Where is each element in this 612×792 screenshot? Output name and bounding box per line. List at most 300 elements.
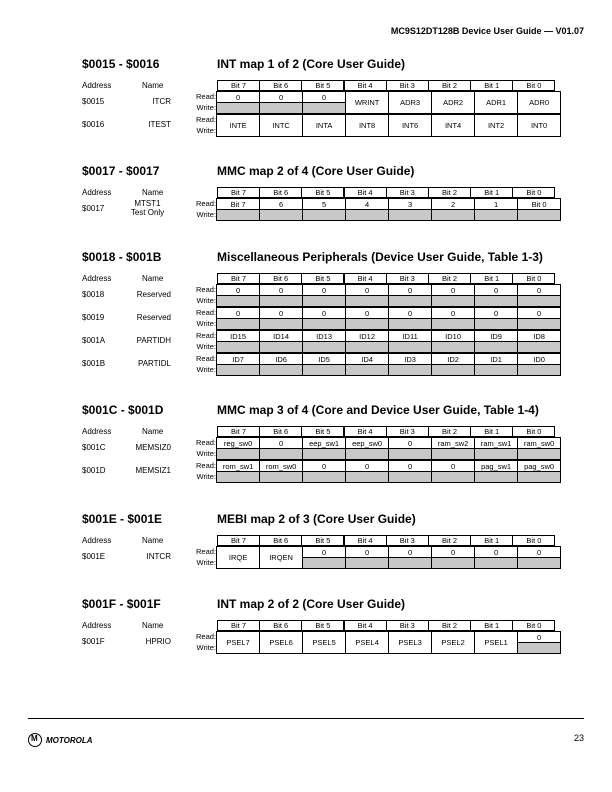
bit-column-header: Bit 3 (386, 620, 429, 631)
register-bit-cell: ID2 (431, 353, 475, 365)
register-name (124, 97, 171, 106)
bit-column-header: Bit 6 (259, 273, 302, 284)
section-title (82, 249, 562, 265)
register-bit-cell: 5 (302, 198, 346, 210)
bit-column-header: Bit 7 (217, 535, 260, 546)
bit-column-header: Bit 0 (512, 426, 555, 437)
register-name (124, 313, 171, 322)
register-write-cell (517, 318, 561, 330)
bit-column-header: Bit 7 (217, 273, 260, 284)
write-label: Write: (196, 472, 216, 481)
register-write-cell (345, 471, 389, 483)
register-bit-grid (217, 91, 561, 113)
register-bit-cell: 0 (431, 307, 475, 319)
register-bit-grid (217, 330, 561, 352)
register-bit-cell: INTE (216, 114, 260, 137)
register-bit-cell: PSEL6 (259, 631, 303, 654)
register-name (124, 552, 171, 561)
register-bit-cell: 0 (388, 307, 432, 319)
read-label: Read: (195, 632, 216, 641)
register-write-cell (259, 341, 303, 353)
register-address: $0018 (82, 290, 105, 299)
register-write-cell (259, 318, 303, 330)
register-section (82, 596, 562, 654)
register-write-cell (517, 448, 561, 460)
section-description: INT map 1 of 2 (Core User Guide) (217, 57, 406, 71)
register-write-cell (345, 364, 389, 376)
bit-column-header: Bit 5 (301, 620, 344, 631)
register-bit-cell: reg_sw0 (216, 437, 260, 449)
register-bit-cell: ram_sw2 (431, 437, 475, 449)
register-bit-cell: 0 (259, 91, 303, 103)
register-bit-cell: ADR3 (388, 91, 432, 114)
bit-column-header: Bit 4 (344, 80, 387, 91)
read-write-labels (185, 284, 216, 306)
register-bit-cell: ID3 (388, 353, 432, 365)
register-write-cell (302, 557, 346, 569)
register-bit-cell: ID7 (216, 353, 260, 365)
section-title (82, 402, 562, 418)
register-name (124, 199, 171, 217)
register-section (82, 56, 562, 137)
register-write-cell (388, 448, 432, 460)
read-label: Read: (195, 285, 216, 294)
section-title (82, 511, 562, 527)
register-write-cell (431, 341, 475, 353)
bit-column-header: Bit 6 (259, 187, 302, 198)
register-table (82, 535, 562, 569)
register-bit-cell: eep_sw1 (302, 437, 346, 449)
register-write-cell (474, 341, 518, 353)
bit-column-header: Bit 1 (470, 620, 513, 631)
register-write-cell (474, 471, 518, 483)
register-write-cell (474, 364, 518, 376)
register-write-cell (345, 341, 389, 353)
register-bit-cell: 0 (388, 546, 432, 558)
register-bit-cell: ID15 (216, 330, 260, 342)
bit-column-header: Bit 5 (301, 80, 344, 91)
name-column-header: Name (142, 81, 164, 90)
register-write-cell (474, 557, 518, 569)
register-name (124, 120, 171, 129)
register-write-cell (345, 318, 389, 330)
register-bit-grid (217, 546, 561, 568)
register-write-cell (474, 448, 518, 460)
register-write-cell (388, 295, 432, 307)
write-label: Write: (196, 449, 216, 458)
register-bit-cell: 0 (431, 284, 475, 296)
read-write-labels (185, 114, 216, 136)
address-column-header: Address (82, 536, 112, 545)
register-name-line: MEMSIZ1 (135, 466, 171, 475)
register-section (82, 402, 562, 483)
section-description: INT map 2 of 2 (Core User Guide) (217, 597, 406, 611)
register-bit-cell: ID14 (259, 330, 303, 342)
register-bit-grid (217, 437, 561, 459)
register-bit-cell: 0 (302, 460, 346, 472)
read-label: Read: (195, 438, 216, 447)
register-write-cell (216, 448, 260, 460)
bit-column-header: Bit 2 (428, 620, 471, 631)
page-number: 23 (573, 733, 584, 743)
register-bit-cell: ID0 (517, 353, 561, 365)
register-bit-cell: WRINT (345, 91, 389, 114)
register-bit-cell: ID9 (474, 330, 518, 342)
bit-column-header: Bit 0 (512, 535, 555, 546)
section-address-range: $0017 - $0017 (82, 164, 160, 178)
register-bit-cell: 0 (388, 284, 432, 296)
read-write-labels (185, 437, 216, 459)
bit-column-header: Bit 5 (301, 426, 344, 437)
read-label: Read: (195, 115, 216, 124)
bit-column-header: Bit 6 (259, 535, 302, 546)
register-write-cell (474, 295, 518, 307)
register-write-cell (302, 318, 346, 330)
register-address: $001B (82, 359, 106, 368)
section-title (82, 596, 562, 612)
register-bit-cell: pag_sw1 (474, 460, 518, 472)
register-write-cell (302, 471, 346, 483)
name-column-header: Name (142, 621, 164, 630)
register-write-cell (216, 209, 260, 221)
register-bit-cell: IRQEN (259, 546, 303, 569)
register-write-cell (259, 364, 303, 376)
register-row (82, 284, 562, 307)
address-column-header: Address (82, 188, 112, 197)
register-bit-cell: 0 (259, 437, 303, 449)
register-write-cell (388, 209, 432, 221)
register-bit-cell: 0 (431, 546, 475, 558)
section-address-range: $001C - $001D (82, 403, 164, 417)
register-bit-cell: ram_sw1 (474, 437, 518, 449)
register-row (82, 353, 562, 376)
register-bit-cell: ID1 (474, 353, 518, 365)
write-label: Write: (196, 342, 216, 351)
register-bit-cell: 0 (302, 284, 346, 296)
table-header-row (82, 187, 562, 198)
register-write-cell (345, 557, 389, 569)
register-bit-cell: INTC (259, 114, 303, 137)
section-description: Miscellaneous Peripherals (Device User Guide, Table 1-3) (217, 250, 543, 264)
register-bit-cell: INT0 (517, 114, 561, 137)
register-write-cell (345, 448, 389, 460)
name-column-header: Name (142, 427, 164, 436)
footer-divider (28, 718, 584, 719)
bit-column-header: Bit 0 (512, 80, 555, 91)
bit-column-header: Bit 2 (428, 80, 471, 91)
table-header-row (82, 620, 562, 631)
write-label: Write: (196, 296, 216, 305)
register-write-cell (431, 471, 475, 483)
register-write-cell (259, 471, 303, 483)
table-header-row (82, 535, 562, 546)
register-bit-cell: INT2 (474, 114, 518, 137)
section-title (82, 56, 562, 72)
register-bit-cell: PSEL1 (474, 631, 518, 654)
register-write-cell (216, 318, 260, 330)
register-write-cell (259, 295, 303, 307)
bit-column-header: Bit 4 (344, 187, 387, 198)
register-bit-cell: ADR0 (517, 91, 561, 114)
register-write-cell (388, 364, 432, 376)
section-address-range: $001E - $001E (82, 512, 163, 526)
register-bit-cell: 0 (345, 460, 389, 472)
register-name (124, 637, 171, 646)
register-table (82, 273, 562, 376)
register-write-cell (517, 557, 561, 569)
register-write-cell (474, 209, 518, 221)
write-label: Write: (196, 643, 216, 652)
register-write-cell (259, 102, 303, 114)
bit-column-header: Bit 7 (217, 187, 260, 198)
read-write-labels (185, 353, 216, 375)
register-bit-cell: rom_sw1 (216, 460, 260, 472)
register-address: $001E (82, 552, 106, 561)
table-header-row (82, 426, 562, 437)
register-bit-cell: ID5 (302, 353, 346, 365)
register-write-cell (259, 209, 303, 221)
register-bit-cell: 0 (216, 91, 260, 103)
register-bit-cell: 2 (431, 198, 475, 210)
read-write-labels (185, 91, 216, 113)
register-bit-cell: 0 (216, 284, 260, 296)
register-write-cell (431, 448, 475, 460)
register-bit-cell: ID11 (388, 330, 432, 342)
read-label: Read: (195, 461, 216, 470)
register-table (82, 426, 562, 483)
register-bit-cell: 0 (431, 460, 475, 472)
register-section (82, 249, 562, 376)
register-bit-cell: PSEL3 (388, 631, 432, 654)
register-write-cell (302, 448, 346, 460)
bit-column-header: Bit 3 (386, 426, 429, 437)
register-table (82, 620, 562, 654)
register-bit-cell: rom_sw0 (259, 460, 303, 472)
bit-column-header: Bit 7 (217, 80, 260, 91)
bit-column-header: Bit 3 (386, 273, 429, 284)
bit-column-header: Bit 3 (386, 535, 429, 546)
bit-column-header: Bit 2 (428, 535, 471, 546)
register-bit-grid (217, 353, 561, 375)
read-label: Read: (195, 331, 216, 340)
address-column-header: Address (82, 274, 112, 283)
bit-column-header: Bit 4 (344, 426, 387, 437)
register-address: $001C (82, 443, 106, 452)
register-bit-cell: Bit 0 (517, 198, 561, 210)
register-name-line: INTCR (146, 552, 171, 561)
section-address-range: $001F - $001F (82, 597, 161, 611)
read-label: Read: (195, 354, 216, 363)
write-label: Write: (196, 365, 216, 374)
register-write-cell (431, 295, 475, 307)
bit-column-header: Bit 3 (386, 187, 429, 198)
register-bit-cell: 0 (345, 307, 389, 319)
register-address: $0017 (82, 204, 105, 213)
bit-column-header: Bit 0 (512, 187, 555, 198)
register-bit-cell: 3 (388, 198, 432, 210)
register-bit-cell: ID12 (345, 330, 389, 342)
register-address: $0019 (82, 313, 105, 322)
register-write-cell (388, 557, 432, 569)
read-write-labels (185, 307, 216, 329)
bit-column-header: Bit 2 (428, 273, 471, 284)
register-bit-cell: ID13 (302, 330, 346, 342)
register-bit-cell: 0 (388, 460, 432, 472)
register-bit-cell: 0 (302, 91, 346, 103)
bit-column-header: Bit 2 (428, 426, 471, 437)
register-address: $0015 (82, 97, 105, 106)
register-address: $001A (82, 336, 106, 345)
register-bit-cell: 0 (345, 284, 389, 296)
register-bit-cell: 0 (216, 307, 260, 319)
register-write-cell (517, 642, 561, 654)
register-bit-cell: 1 (474, 198, 518, 210)
register-bit-cell: Bit 7 (216, 198, 260, 210)
write-label: Write: (196, 126, 216, 135)
footer-logo-text: MOTOROLA (46, 735, 93, 745)
bit-column-header: Bit 5 (301, 187, 344, 198)
bit-column-header: Bit 5 (301, 535, 344, 546)
register-name-line: PARTIDH (136, 336, 171, 345)
register-row (82, 631, 562, 654)
register-name (124, 336, 171, 345)
register-name-line: MTST1 (134, 199, 161, 208)
register-name-line: Reserved (136, 313, 171, 322)
bit-column-header: Bit 4 (344, 535, 387, 546)
bit-column-header: Bit 7 (217, 620, 260, 631)
register-table (82, 80, 562, 137)
register-bit-cell: 0 (517, 546, 561, 558)
register-write-cell (259, 448, 303, 460)
register-write-cell (216, 364, 260, 376)
bit-column-header: Bit 1 (470, 535, 513, 546)
register-write-cell (388, 341, 432, 353)
register-write-cell (517, 295, 561, 307)
register-name-note: Test Only (130, 208, 165, 217)
register-bit-cell: pag_sw0 (517, 460, 561, 472)
register-section (82, 511, 562, 569)
register-name-line: ITEST (148, 120, 171, 129)
bit-column-header: Bit 4 (344, 620, 387, 631)
bit-column-header: Bit 1 (470, 426, 513, 437)
register-bit-grid (217, 460, 561, 482)
register-name (124, 466, 171, 475)
register-bit-cell: INT6 (388, 114, 432, 137)
name-column-header: Name (142, 536, 164, 545)
register-write-cell (302, 295, 346, 307)
register-bit-cell: ADR1 (474, 91, 518, 114)
bit-column-header: Bit 6 (259, 620, 302, 631)
register-name (124, 443, 171, 452)
write-label: Write: (196, 319, 216, 328)
register-row (82, 91, 562, 114)
register-write-cell (302, 341, 346, 353)
register-write-cell (216, 295, 260, 307)
register-write-cell (517, 364, 561, 376)
register-write-cell (388, 318, 432, 330)
register-row (82, 437, 562, 460)
register-bit-cell: 0 (474, 307, 518, 319)
register-bit-cell: 0 (474, 546, 518, 558)
register-write-cell (302, 364, 346, 376)
read-label: Read: (195, 199, 216, 208)
register-row (82, 546, 562, 569)
table-header-row (82, 80, 562, 91)
page-header: MC9S12DT128B Device User Guide — V01.07 (390, 26, 584, 36)
register-write-cell (216, 471, 260, 483)
register-bit-grid (217, 114, 561, 136)
register-name (124, 290, 171, 299)
footer-logo (28, 733, 93, 747)
register-name-line: Reserved (136, 290, 171, 299)
register-bit-cell: 0 (388, 437, 432, 449)
bit-column-header: Bit 7 (217, 426, 260, 437)
register-bit-cell: INT8 (345, 114, 389, 137)
register-bit-cell: INTA (302, 114, 346, 137)
register-write-cell (474, 318, 518, 330)
register-write-cell (302, 102, 346, 114)
register-address: $0016 (82, 120, 105, 129)
register-bit-cell: 0 (517, 307, 561, 319)
bit-column-header: Bit 2 (428, 187, 471, 198)
read-write-labels (185, 546, 216, 568)
section-description: MMC map 3 of 4 (Core and Device User Guide, Table 1-4) (217, 403, 539, 417)
read-label: Read: (195, 92, 216, 101)
register-write-cell (345, 209, 389, 221)
register-write-cell (517, 209, 561, 221)
register-row (82, 460, 562, 483)
register-bit-cell: ID8 (517, 330, 561, 342)
bit-column-header: Bit 1 (470, 273, 513, 284)
register-bit-cell: 4 (345, 198, 389, 210)
section-description: MEBI map 2 of 3 (Core User Guide) (217, 512, 416, 526)
register-bit-grid (217, 284, 561, 306)
write-label: Write: (196, 558, 216, 567)
register-bit-cell: PSEL7 (216, 631, 260, 654)
read-write-labels (185, 631, 216, 653)
bit-column-header: Bit 3 (386, 80, 429, 91)
name-column-header: Name (142, 188, 164, 197)
register-write-cell (431, 318, 475, 330)
register-table (82, 187, 562, 221)
register-section (82, 163, 562, 221)
register-bit-cell: ID4 (345, 353, 389, 365)
bit-column-header: Bit 4 (344, 273, 387, 284)
read-write-labels (185, 330, 216, 352)
bit-column-header: Bit 1 (470, 187, 513, 198)
register-write-cell (431, 209, 475, 221)
register-bit-grid (217, 307, 561, 329)
register-bit-cell: PSEL5 (302, 631, 346, 654)
bit-column-header: Bit 6 (259, 426, 302, 437)
register-write-cell (517, 341, 561, 353)
register-write-cell (216, 341, 260, 353)
address-column-header: Address (82, 81, 112, 90)
section-description: MMC map 2 of 4 (Core User Guide) (217, 164, 415, 178)
bit-column-header: Bit 5 (301, 273, 344, 284)
register-row (82, 330, 562, 353)
register-write-cell (216, 102, 260, 114)
write-label: Write: (196, 103, 216, 112)
register-bit-cell: IRQE (216, 546, 260, 569)
register-name-line: HPRIO (145, 637, 171, 646)
section-address-range: $0018 - $001B (82, 250, 162, 264)
register-bit-cell: 0 (517, 284, 561, 296)
write-label: Write: (196, 210, 216, 219)
read-label: Read: (195, 308, 216, 317)
register-write-cell (431, 364, 475, 376)
register-address: $001F (82, 637, 105, 646)
